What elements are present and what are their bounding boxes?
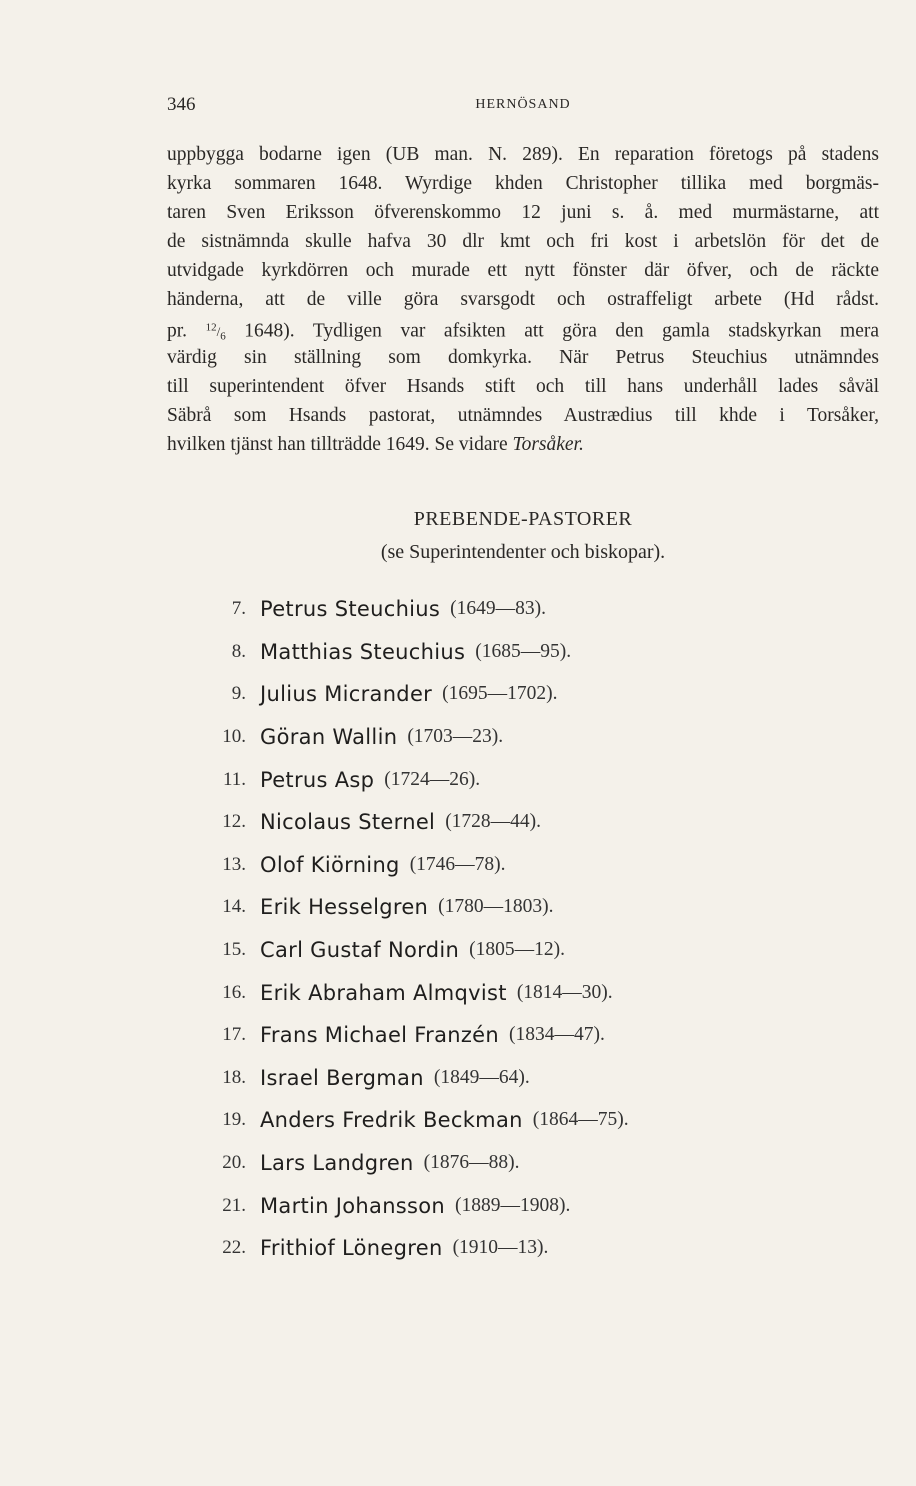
pastor-name: Lars Landgren bbox=[260, 1151, 414, 1176]
list-item bbox=[190, 758, 840, 801]
pastor-years: (1814—30). bbox=[516, 981, 613, 1003]
section-subtitle: (se Superintendenter och biskopar). bbox=[380, 541, 666, 563]
pastor-years: (1746—78). bbox=[409, 853, 506, 875]
text-line: kyrka sommaren 1648. Wyrdige khden Christopher tillika med borgmäs- bbox=[167, 173, 879, 194]
pastor-number: 11. bbox=[222, 768, 246, 790]
pastor-name: Frithiof Lönegren bbox=[260, 1236, 443, 1261]
text-line: utvidgade kyrkdörren och murade ett nytt fönster där öfver, och de räckte bbox=[167, 260, 879, 281]
pastor-number: 15. bbox=[222, 939, 246, 961]
pastor-number: 12. bbox=[222, 811, 246, 833]
text-line-with-date bbox=[167, 314, 879, 343]
pastor-years: (1703—23). bbox=[407, 726, 504, 748]
pastor-number: 16. bbox=[222, 981, 246, 1003]
pastor-number: 9. bbox=[231, 683, 246, 705]
fraction-numerator: 12 bbox=[205, 322, 217, 334]
pastor-name: Julius Micrander bbox=[260, 682, 433, 707]
list-item bbox=[190, 1099, 840, 1142]
text-rest: 1648). Tydligen var afsikten att göra den gamla stadskyrkan mera bbox=[244, 320, 880, 342]
pastor-list bbox=[190, 588, 840, 1270]
list-item bbox=[190, 1057, 840, 1100]
list-item bbox=[190, 588, 840, 631]
pastor-years: (1649—83). bbox=[450, 598, 547, 620]
body-paragraph bbox=[167, 140, 879, 459]
text-line: händerna, att de ville göra svarsgodt och ostraffeligt arbete (Hd rådst. bbox=[167, 289, 879, 310]
pastor-years: (1849—64). bbox=[433, 1066, 530, 1088]
list-item bbox=[190, 1184, 840, 1227]
pastor-name: Petrus Steuchius bbox=[260, 597, 441, 622]
list-item bbox=[190, 929, 840, 972]
pastor-number: 21. bbox=[222, 1194, 246, 1216]
pastor-name: Petrus Asp bbox=[260, 767, 375, 792]
pastor-years: (1728—44). bbox=[445, 811, 542, 833]
pastor-number: 18. bbox=[222, 1066, 246, 1088]
pastor-years: (1805—12). bbox=[469, 939, 565, 961]
list-item bbox=[190, 673, 840, 716]
text-line: taren Sven Eriksson öfverenskommo 12 juni s. å. med murmästarne, att bbox=[167, 202, 879, 223]
list-item bbox=[190, 631, 840, 674]
pastor-years: (1685—95). bbox=[475, 640, 572, 662]
text-line: Säbrå som Hsands pastorat, utnämndes Austrædius till khde i Torsåker, bbox=[167, 405, 879, 426]
text-line: uppbygga bodarne igen (UB man. N. 289). En reparation företogs på stadens bbox=[167, 144, 879, 165]
pastor-years: (1724—26). bbox=[384, 768, 481, 790]
cross-reference: Torsåker. bbox=[512, 434, 584, 455]
pastor-number: 19. bbox=[222, 1109, 246, 1131]
pastor-number: 17. bbox=[222, 1024, 246, 1046]
list-item bbox=[190, 1227, 840, 1270]
list-item bbox=[190, 801, 840, 844]
last-line-text: hvilken tjänst han tillträdde 1649. Se vidare bbox=[167, 434, 508, 455]
pastor-years: (1695—1702). bbox=[442, 683, 558, 705]
text-line: till superintendent öfver Hsands stift och till hans underhåll lades såväl bbox=[167, 376, 879, 397]
pastor-name: Erik Hesselgren bbox=[260, 895, 429, 920]
pastor-years: (1910—13). bbox=[452, 1237, 549, 1259]
pastor-name: Olof Kiörning bbox=[260, 852, 400, 877]
text-prefix: pr. bbox=[167, 320, 188, 342]
list-item bbox=[190, 844, 840, 887]
pastor-years: (1834—47). bbox=[509, 1024, 605, 1046]
pastor-name: Frans Michael Franzén bbox=[260, 1023, 500, 1048]
list-item bbox=[190, 886, 840, 929]
pastor-name: Israel Bergman bbox=[260, 1065, 424, 1090]
pastor-number: 14. bbox=[222, 896, 246, 918]
pastor-years: (1780—1803). bbox=[438, 896, 554, 918]
text-line-last bbox=[167, 430, 879, 459]
pastor-name: Nicolaus Sternel bbox=[260, 810, 436, 835]
page-header bbox=[167, 94, 879, 124]
pastor-name: Carl Gustaf Nordin bbox=[260, 938, 460, 963]
pastor-name: Matthias Steuchius bbox=[260, 639, 466, 664]
list-item bbox=[190, 716, 840, 759]
pastor-number: 13. bbox=[222, 853, 246, 875]
section-title: PREBENDE-PASTORER bbox=[413, 508, 633, 530]
pastor-number: 10. bbox=[222, 726, 246, 748]
pastor-name: Erik Abraham Almqvist bbox=[260, 980, 507, 1005]
pastor-years: (1889—1908). bbox=[455, 1194, 571, 1216]
fraction-denominator: 6 bbox=[220, 330, 226, 343]
pastor-name: Göran Wallin bbox=[260, 725, 398, 750]
list-item bbox=[190, 971, 840, 1014]
list-item bbox=[190, 1014, 840, 1057]
running-head: HERNÖSAND bbox=[475, 97, 571, 112]
page-number: 346 bbox=[167, 94, 196, 115]
pastor-number: 22. bbox=[222, 1237, 246, 1259]
pastor-number: 8. bbox=[231, 640, 246, 662]
pastor-name: Anders Fredrik Beckman bbox=[260, 1108, 523, 1133]
pastor-number: 20. bbox=[222, 1152, 246, 1174]
pastor-name: Martin Johansson bbox=[260, 1193, 446, 1218]
pastor-years: (1876—88). bbox=[423, 1152, 520, 1174]
date-fraction: $^{12}/_6$ bbox=[205, 322, 226, 343]
list-item bbox=[190, 1142, 840, 1185]
pastor-years: (1864—75). bbox=[532, 1109, 629, 1131]
pastor-number: 7. bbox=[231, 598, 246, 620]
text-line: de sistnämnda skulle hafva 30 dlr kmt och fri kost i arbetslön för det de bbox=[167, 231, 879, 252]
text-line: värdig sin ställning som domkyrka. När Petrus Steuchius utnämndes bbox=[167, 347, 879, 368]
